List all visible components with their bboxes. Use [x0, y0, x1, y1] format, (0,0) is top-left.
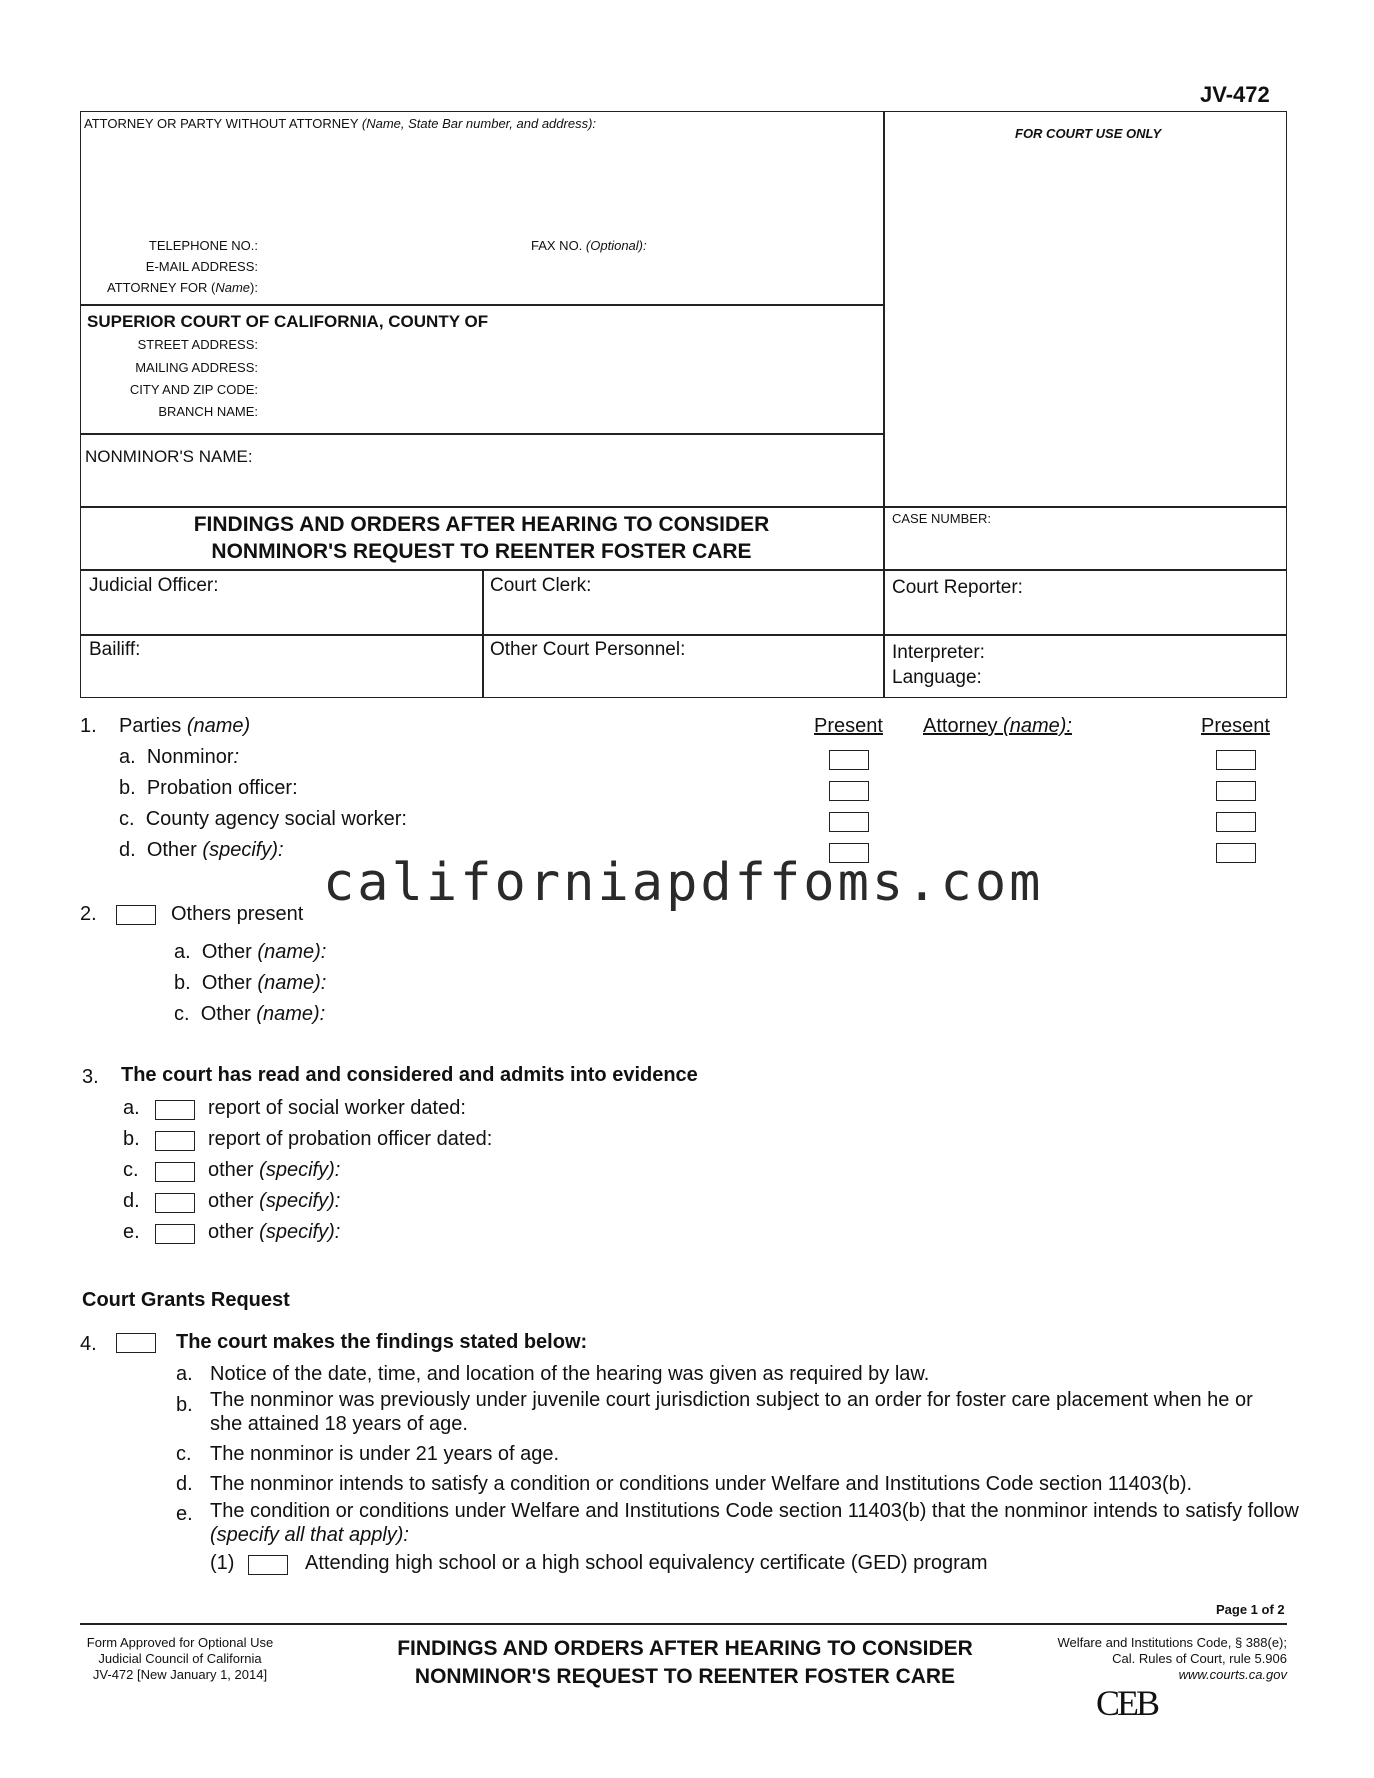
attorney-header: Attorney (name):: [923, 715, 1072, 737]
section1-item-c: c. County agency social worker:: [119, 808, 407, 830]
nonminor-present-checkbox[interactable]: [829, 750, 869, 770]
mailing-label: MAILING ADDRESS:: [135, 360, 258, 375]
section3-title: The court has read and considered and admits into evidence: [121, 1064, 698, 1086]
section1-num: 1.: [80, 715, 97, 737]
evidence-social-worker-checkbox[interactable]: [155, 1100, 195, 1120]
section2-item-c: c. Other (name):: [174, 1003, 326, 1025]
attorney-for-label: ATTORNEY FOR (Name):: [107, 280, 258, 295]
others-present-checkbox[interactable]: [116, 905, 156, 925]
present-header-2: Present: [1201, 715, 1270, 737]
section3-letter-b: b.: [123, 1128, 140, 1150]
section1-item-b: b. Probation officer:: [119, 777, 298, 799]
form-title: FINDINGS AND ORDERS AFTER HEARING TO CONSIDER NONMINOR'S REQUEST TO REENTER FOSTER CARE: [193, 513, 770, 563]
section3-item-e: other (specify):: [208, 1221, 341, 1243]
header-divider-4: [80, 569, 1287, 571]
evidence-other-e-checkbox[interactable]: [155, 1224, 195, 1244]
section3-num: 3.: [82, 1066, 99, 1088]
court-reporter-label: Court Reporter:: [892, 577, 1023, 598]
section4-title: The court makes the findings stated below:: [176, 1331, 588, 1353]
present-header: Present: [814, 715, 883, 737]
section2-item-b: b. Other (name):: [174, 972, 327, 994]
interpreter-label: Interpreter:: [892, 642, 985, 663]
fax-label: FAX NO. (Optional):: [531, 238, 647, 253]
header-divider-3: [80, 506, 1287, 508]
street-label: STREET ADDRESS:: [137, 337, 258, 352]
ceb-logo: CEB: [1096, 1683, 1158, 1723]
footer-rule: [80, 1623, 1287, 1625]
finding-e-line1: The condition or conditions under Welfare and Institutions Code section 11403(b) that the nonminor intends to satisfy follow: [210, 1500, 1299, 1522]
court-use-only: FOR COURT USE ONLY: [1015, 126, 1162, 141]
section4-num: 4.: [80, 1333, 97, 1355]
evidence-probation-checkbox[interactable]: [155, 1131, 195, 1151]
finding-d: The nonminor intends to satisfy a condition or conditions under Welfare and Institutions Code section 11403(b).: [210, 1473, 1193, 1495]
page-number: Page 1 of 2: [1216, 1602, 1285, 1617]
watermark: californiapdffoms.com: [323, 853, 1044, 913]
attorney-label: ATTORNEY OR PARTY WITHOUT ATTORNEY (Name, State Bar number, and address):: [84, 116, 597, 131]
probation-present-checkbox[interactable]: [829, 781, 869, 801]
section3-letter-e: e.: [123, 1221, 140, 1243]
finding-c: The nonminor is under 21 years of age.: [210, 1443, 560, 1465]
section2-num: 2.: [80, 903, 97, 925]
language-label: Language:: [892, 667, 982, 688]
section2-item-a: a. Other (name):: [174, 941, 327, 963]
social-worker-attorney-present-checkbox[interactable]: [1216, 812, 1256, 832]
court-clerk-label: Court Clerk:: [490, 575, 592, 596]
findings-checkbox[interactable]: [116, 1333, 156, 1353]
approval-block: Form Approved for Optional Use Judicial Council of California JV-472 [New January 1, 2014]: [86, 1635, 274, 1682]
city-label: CITY AND ZIP CODE:: [129, 382, 258, 397]
header-frame: [80, 111, 1287, 698]
nonminor-name-label: NONMINOR'S NAME:: [85, 447, 253, 466]
header-divider-5: [80, 634, 1287, 636]
header-divider-v: [883, 111, 885, 698]
judicial-officer-label: Judicial Officer:: [89, 575, 219, 596]
header-divider-1: [80, 304, 884, 306]
section2-title: Others present: [171, 903, 304, 925]
court-title: SUPERIOR COURT OF CALIFORNIA, COUNTY OF: [87, 312, 489, 331]
section4-letter-c: c.: [176, 1443, 192, 1465]
section4-letter-a: a.: [176, 1363, 193, 1385]
footer-title: FINDINGS AND ORDERS AFTER HEARING TO CONSIDER NONMINOR'S REQUEST TO REENTER FOSTER CARE: [397, 1637, 973, 1688]
finding-b-line1: The nonminor was previously under juvenile court jurisdiction subject to an order for foster care placement when he or: [210, 1389, 1253, 1411]
finding-e-line2: (specify all that apply):: [210, 1524, 409, 1546]
header-divider-2: [80, 433, 884, 435]
nonminor-attorney-present-checkbox[interactable]: [1216, 750, 1256, 770]
section4-letter-d: d.: [176, 1473, 193, 1495]
email-label: E-MAIL ADDRESS:: [145, 259, 258, 274]
section3-item-a: report of social worker dated:: [208, 1097, 466, 1119]
condition-1-num: (1): [210, 1552, 235, 1574]
case-number-label: CASE NUMBER:: [892, 511, 991, 526]
grants-heading: Court Grants Request: [82, 1289, 290, 1311]
section1-item-a: a. Nonminor:: [119, 746, 240, 768]
social-worker-present-checkbox[interactable]: [829, 812, 869, 832]
section3-item-b: report of probation officer dated:: [208, 1128, 493, 1150]
form-number: JV-472: [1200, 82, 1270, 107]
section4-letter-e: e.: [176, 1503, 193, 1525]
telephone-label: TELEPHONE NO.:: [148, 238, 258, 253]
finding-b-line2: she attained 18 years of age.: [210, 1413, 468, 1435]
section4-letter-b: b.: [176, 1394, 193, 1416]
section3-letter-c: c.: [123, 1159, 139, 1181]
personnel-divider: [482, 569, 484, 698]
legal-references: Welfare and Institutions Code, § 388(e); Cal. Rules of Court, rule 5.906 www.courts.ca.gov: [1057, 1635, 1287, 1682]
section3-item-c: other (specify):: [208, 1159, 341, 1181]
bailiff-label: Bailiff:: [89, 639, 141, 660]
probation-attorney-present-checkbox[interactable]: [1216, 781, 1256, 801]
evidence-other-d-checkbox[interactable]: [155, 1193, 195, 1213]
section1-title: Parties (name): [119, 715, 251, 737]
finding-a: Notice of the date, time, and location of the hearing was given as required by law.: [210, 1363, 930, 1385]
evidence-other-c-checkbox[interactable]: [155, 1162, 195, 1182]
other-personnel-label: Other Court Personnel:: [490, 639, 686, 660]
section1-item-d: d. Other (specify):: [119, 839, 284, 861]
section3-letter-a: a.: [123, 1097, 140, 1119]
other-attorney-present-checkbox[interactable]: [1216, 843, 1256, 863]
section3-item-d: other (specify):: [208, 1190, 341, 1212]
condition-1-label: Attending high school or a high school equivalency certificate (GED) program: [305, 1552, 988, 1574]
section3-letter-d: d.: [123, 1190, 140, 1212]
condition-1-checkbox[interactable]: [248, 1555, 288, 1575]
branch-label: BRANCH NAME:: [158, 404, 258, 419]
